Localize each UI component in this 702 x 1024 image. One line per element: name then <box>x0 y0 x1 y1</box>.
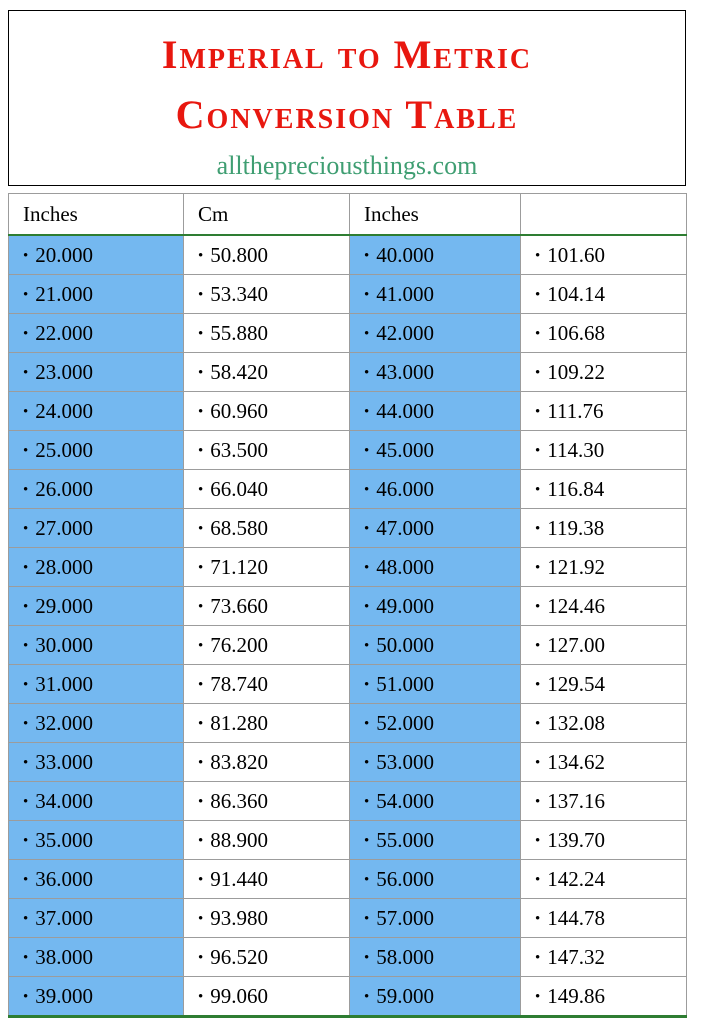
cell-value: 114.30 <box>547 437 605 462</box>
bullet-icon: • <box>23 637 29 654</box>
table-cell <box>184 235 350 275</box>
bullet-icon: • <box>535 325 541 342</box>
bullet-icon: • <box>198 871 204 888</box>
cell-value: 60.960 <box>210 398 269 423</box>
table-cell <box>9 704 184 743</box>
bullet-icon: • <box>198 949 204 966</box>
table-cell <box>521 743 687 782</box>
bullet-icon: • <box>364 988 370 1005</box>
table-cell <box>521 938 687 977</box>
cell-value: 22.000 <box>35 320 94 345</box>
table-row <box>9 782 687 821</box>
bullet-icon: • <box>535 442 541 459</box>
cell-value: 116.84 <box>547 476 605 501</box>
table-cell <box>521 860 687 899</box>
table-cell <box>521 587 687 626</box>
bullet-icon: • <box>23 754 29 771</box>
bullet-icon: • <box>535 520 541 537</box>
cell-value: 36.000 <box>35 866 94 891</box>
cell-value: 32.000 <box>35 710 94 735</box>
bullet-icon: • <box>23 286 29 303</box>
table-row <box>9 235 687 275</box>
cell-value: 78.740 <box>210 671 269 696</box>
table-cell <box>350 665 521 704</box>
cell-value: 66.040 <box>210 476 269 501</box>
bullet-icon: • <box>364 715 370 732</box>
bullet-icon: • <box>364 754 370 771</box>
table-cell <box>350 782 521 821</box>
table-cell <box>350 977 521 1017</box>
table-cell <box>521 665 687 704</box>
bullet-icon: • <box>198 754 204 771</box>
bullet-icon: • <box>535 481 541 498</box>
cell-value: 106.68 <box>547 320 606 345</box>
bullet-icon: • <box>198 715 204 732</box>
header-row <box>9 194 687 236</box>
cell-value: 58.420 <box>210 359 269 384</box>
bullet-icon: • <box>23 676 29 693</box>
cell-value: 124.46 <box>547 593 606 618</box>
cell-value: 71.120 <box>210 554 269 579</box>
cell-value: 31.000 <box>35 671 94 696</box>
table-row <box>9 353 687 392</box>
bullet-icon: • <box>364 832 370 849</box>
bullet-icon: • <box>535 871 541 888</box>
table-cell <box>350 899 521 938</box>
table-row <box>9 626 687 665</box>
bullet-icon: • <box>535 715 541 732</box>
cell-value: 51.000 <box>376 671 435 696</box>
cell-value: 25.000 <box>35 437 94 462</box>
table-cell <box>184 314 350 353</box>
bullet-icon: • <box>198 676 204 693</box>
cell-value: 29.000 <box>35 593 94 618</box>
table-cell <box>350 938 521 977</box>
table-cell <box>9 587 184 626</box>
cell-value: 44.000 <box>376 398 435 423</box>
table-cell <box>184 431 350 470</box>
table-row <box>9 704 687 743</box>
cell-value: 63.500 <box>210 437 269 462</box>
cell-value: 81.280 <box>210 710 269 735</box>
table-row <box>9 743 687 782</box>
conversion-table <box>8 193 687 1018</box>
bullet-icon: • <box>535 598 541 615</box>
bullet-icon: • <box>198 910 204 927</box>
table-cell <box>184 275 350 314</box>
table-body <box>9 235 687 1017</box>
bullet-icon: • <box>198 559 204 576</box>
table-cell <box>9 509 184 548</box>
table-cell <box>184 899 350 938</box>
bullet-icon: • <box>364 637 370 654</box>
cell-value: 52.000 <box>376 710 435 735</box>
bullet-icon: • <box>364 325 370 342</box>
table-cell <box>184 509 350 548</box>
cell-value: 88.900 <box>210 827 269 852</box>
bullet-icon: • <box>535 286 541 303</box>
bullet-icon: • <box>535 910 541 927</box>
cell-value: 27.000 <box>35 515 94 540</box>
table-row <box>9 548 687 587</box>
table-cell <box>9 235 184 275</box>
table-cell <box>521 821 687 860</box>
bullet-icon: • <box>535 364 541 381</box>
column-header-inches-1: Inches <box>9 194 184 236</box>
table-cell <box>9 626 184 665</box>
table-cell <box>9 392 184 431</box>
bullet-icon: • <box>364 598 370 615</box>
table-cell <box>350 626 521 665</box>
bullet-icon: • <box>535 637 541 654</box>
bullet-icon: • <box>364 403 370 420</box>
cell-value: 39.000 <box>35 983 94 1008</box>
table-cell <box>9 665 184 704</box>
table-cell <box>350 314 521 353</box>
bullet-icon: • <box>23 520 29 537</box>
bullet-icon: • <box>23 910 29 927</box>
table-row <box>9 275 687 314</box>
bullet-icon: • <box>198 286 204 303</box>
cell-value: 76.200 <box>210 632 269 657</box>
table-cell <box>9 821 184 860</box>
site-credit: allthepreciousthings.com <box>216 151 478 180</box>
bullet-icon: • <box>198 364 204 381</box>
cell-value: 26.000 <box>35 476 94 501</box>
table-row <box>9 509 687 548</box>
table-cell <box>184 548 350 587</box>
bullet-icon: • <box>198 520 204 537</box>
table-cell <box>9 275 184 314</box>
table-cell <box>521 782 687 821</box>
table-cell <box>350 235 521 275</box>
table-cell <box>350 821 521 860</box>
cell-value: 137.16 <box>547 788 606 813</box>
table-row <box>9 431 687 470</box>
table-cell <box>184 782 350 821</box>
column-header-inches-2: Inches <box>350 194 521 236</box>
bullet-icon: • <box>364 676 370 693</box>
column-header-cm-1: Cm <box>184 194 350 236</box>
table-cell <box>521 899 687 938</box>
bullet-icon: • <box>198 637 204 654</box>
cell-value: 53.340 <box>210 281 269 306</box>
cell-value: 68.580 <box>210 515 269 540</box>
table-cell <box>9 899 184 938</box>
bullet-icon: • <box>23 793 29 810</box>
bullet-icon: • <box>23 559 29 576</box>
bullet-icon: • <box>535 793 541 810</box>
table-cell <box>521 392 687 431</box>
table-cell <box>521 235 687 275</box>
cell-value: 23.000 <box>35 359 94 384</box>
bullet-icon: • <box>364 247 370 264</box>
bullet-icon: • <box>535 949 541 966</box>
cell-value: 50.000 <box>376 632 435 657</box>
bullet-icon: • <box>535 403 541 420</box>
bullet-icon: • <box>364 286 370 303</box>
cell-value: 53.000 <box>376 749 435 774</box>
cell-value: 24.000 <box>35 398 94 423</box>
bullet-icon: • <box>535 832 541 849</box>
bullet-icon: • <box>23 715 29 732</box>
cell-value: 104.14 <box>547 281 606 306</box>
page-title-line-1: Imperial to Metric <box>161 32 533 77</box>
bullet-icon: • <box>23 481 29 498</box>
cell-value: 93.980 <box>210 905 269 930</box>
cell-value: 149.86 <box>547 983 606 1008</box>
cell-value: 40.000 <box>376 242 435 267</box>
bullet-icon: • <box>364 442 370 459</box>
table-cell <box>350 860 521 899</box>
table-row <box>9 314 687 353</box>
table-cell <box>184 392 350 431</box>
cell-value: 41.000 <box>376 281 435 306</box>
cell-value: 33.000 <box>35 749 94 774</box>
bullet-icon: • <box>198 988 204 1005</box>
bullet-icon: • <box>364 793 370 810</box>
cell-value: 48.000 <box>376 554 435 579</box>
bullet-icon: • <box>198 598 204 615</box>
bullet-icon: • <box>198 481 204 498</box>
cell-value: 49.000 <box>376 593 435 618</box>
table-cell <box>521 275 687 314</box>
table-header <box>9 194 687 236</box>
bullet-icon: • <box>535 559 541 576</box>
cell-value: 38.000 <box>35 944 94 969</box>
table-row <box>9 860 687 899</box>
table-cell <box>184 860 350 899</box>
table-cell <box>350 470 521 509</box>
cell-value: 43.000 <box>376 359 435 384</box>
cell-value: 55.000 <box>376 827 435 852</box>
bullet-icon: • <box>535 988 541 1005</box>
cell-value: 147.32 <box>547 944 606 969</box>
table-cell <box>184 353 350 392</box>
bullet-icon: • <box>198 793 204 810</box>
table-row <box>9 938 687 977</box>
bullet-icon: • <box>23 949 29 966</box>
table-cell <box>350 587 521 626</box>
table-cell <box>9 431 184 470</box>
bullet-icon: • <box>535 247 541 264</box>
table-cell <box>521 626 687 665</box>
table-cell <box>521 509 687 548</box>
table-cell <box>184 587 350 626</box>
table-cell <box>9 743 184 782</box>
cell-value: 54.000 <box>376 788 435 813</box>
bullet-icon: • <box>364 520 370 537</box>
table-cell <box>184 665 350 704</box>
table-cell <box>9 314 184 353</box>
bullet-icon: • <box>198 442 204 459</box>
cell-value: 142.24 <box>547 866 606 891</box>
bullet-icon: • <box>198 325 204 342</box>
cell-value: 28.000 <box>35 554 94 579</box>
cell-value: 73.660 <box>210 593 269 618</box>
page-title-line-2: Conversion Table <box>175 92 519 137</box>
table-cell <box>350 548 521 587</box>
cell-value: 119.38 <box>547 515 605 540</box>
table-cell <box>350 392 521 431</box>
table-cell <box>521 704 687 743</box>
table-cell <box>350 275 521 314</box>
table-cell <box>184 704 350 743</box>
table-cell <box>521 314 687 353</box>
table-row <box>9 392 687 431</box>
bullet-icon: • <box>23 832 29 849</box>
title-banner <box>8 10 686 186</box>
cell-value: 58.000 <box>376 944 435 969</box>
bullet-icon: • <box>198 403 204 420</box>
table-cell <box>521 431 687 470</box>
table-cell <box>184 938 350 977</box>
table-row <box>9 587 687 626</box>
cell-value: 35.000 <box>35 827 94 852</box>
cell-value: 99.060 <box>210 983 269 1008</box>
cell-value: 134.62 <box>547 749 606 774</box>
table-cell <box>9 548 184 587</box>
cell-value: 47.000 <box>376 515 435 540</box>
bullet-icon: • <box>198 247 204 264</box>
table-cell <box>9 938 184 977</box>
bullet-icon: • <box>23 364 29 381</box>
table-cell <box>521 470 687 509</box>
cell-value: 109.22 <box>547 359 606 384</box>
table-row <box>9 899 687 938</box>
cell-value: 34.000 <box>35 788 94 813</box>
cell-value: 45.000 <box>376 437 435 462</box>
cell-value: 101.60 <box>547 242 606 267</box>
bullet-icon: • <box>23 871 29 888</box>
bullet-icon: • <box>364 481 370 498</box>
cell-value: 129.54 <box>547 671 606 696</box>
cell-value: 59.000 <box>376 983 435 1008</box>
bullet-icon: • <box>364 910 370 927</box>
table-cell <box>9 860 184 899</box>
table-cell <box>521 353 687 392</box>
bullet-icon: • <box>23 247 29 264</box>
cell-value: 42.000 <box>376 320 435 345</box>
table-row <box>9 665 687 704</box>
cell-value: 46.000 <box>376 476 435 501</box>
table-row <box>9 470 687 509</box>
table-cell <box>9 782 184 821</box>
conversion-table-wrapper <box>8 193 686 1018</box>
bullet-icon: • <box>535 676 541 693</box>
bullet-icon: • <box>535 754 541 771</box>
bullet-icon: • <box>198 832 204 849</box>
cell-value: 55.880 <box>210 320 269 345</box>
bullet-icon: • <box>364 364 370 381</box>
table-cell <box>184 821 350 860</box>
table-row <box>9 977 687 1017</box>
bullet-icon: • <box>364 871 370 888</box>
bullet-icon: • <box>364 559 370 576</box>
bullet-icon: • <box>23 598 29 615</box>
table-cell <box>184 977 350 1017</box>
bullet-icon: • <box>23 325 29 342</box>
cell-value: 56.000 <box>376 866 435 891</box>
cell-value: 144.78 <box>547 905 606 930</box>
table-cell <box>350 743 521 782</box>
table-cell <box>350 431 521 470</box>
table-cell <box>9 470 184 509</box>
bullet-icon: • <box>364 949 370 966</box>
table-cell <box>184 470 350 509</box>
cell-value: 96.520 <box>210 944 269 969</box>
table-cell <box>9 353 184 392</box>
cell-value: 57.000 <box>376 905 435 930</box>
table-cell <box>350 704 521 743</box>
column-header-cm-2 <box>521 194 687 236</box>
table-cell <box>350 353 521 392</box>
table-row <box>9 821 687 860</box>
cell-value: 86.360 <box>210 788 269 813</box>
table-cell <box>521 548 687 587</box>
table-cell <box>184 743 350 782</box>
table-cell <box>521 977 687 1017</box>
table-cell <box>9 977 184 1017</box>
cell-value: 50.800 <box>210 242 269 267</box>
cell-value: 139.70 <box>547 827 606 852</box>
cell-value: 83.820 <box>210 749 269 774</box>
cell-value: 21.000 <box>35 281 94 306</box>
bullet-icon: • <box>23 403 29 420</box>
cell-value: 37.000 <box>35 905 94 930</box>
bullet-icon: • <box>23 442 29 459</box>
cell-value: 127.00 <box>547 632 606 657</box>
cell-value: 132.08 <box>547 710 606 735</box>
table-cell <box>350 509 521 548</box>
cell-value: 91.440 <box>210 866 269 891</box>
table-cell <box>184 626 350 665</box>
cell-value: 20.000 <box>35 242 94 267</box>
bullet-icon: • <box>23 988 29 1005</box>
cell-value: 30.000 <box>35 632 94 657</box>
cell-value: 121.92 <box>547 554 606 579</box>
cell-value: 111.76 <box>547 398 604 423</box>
